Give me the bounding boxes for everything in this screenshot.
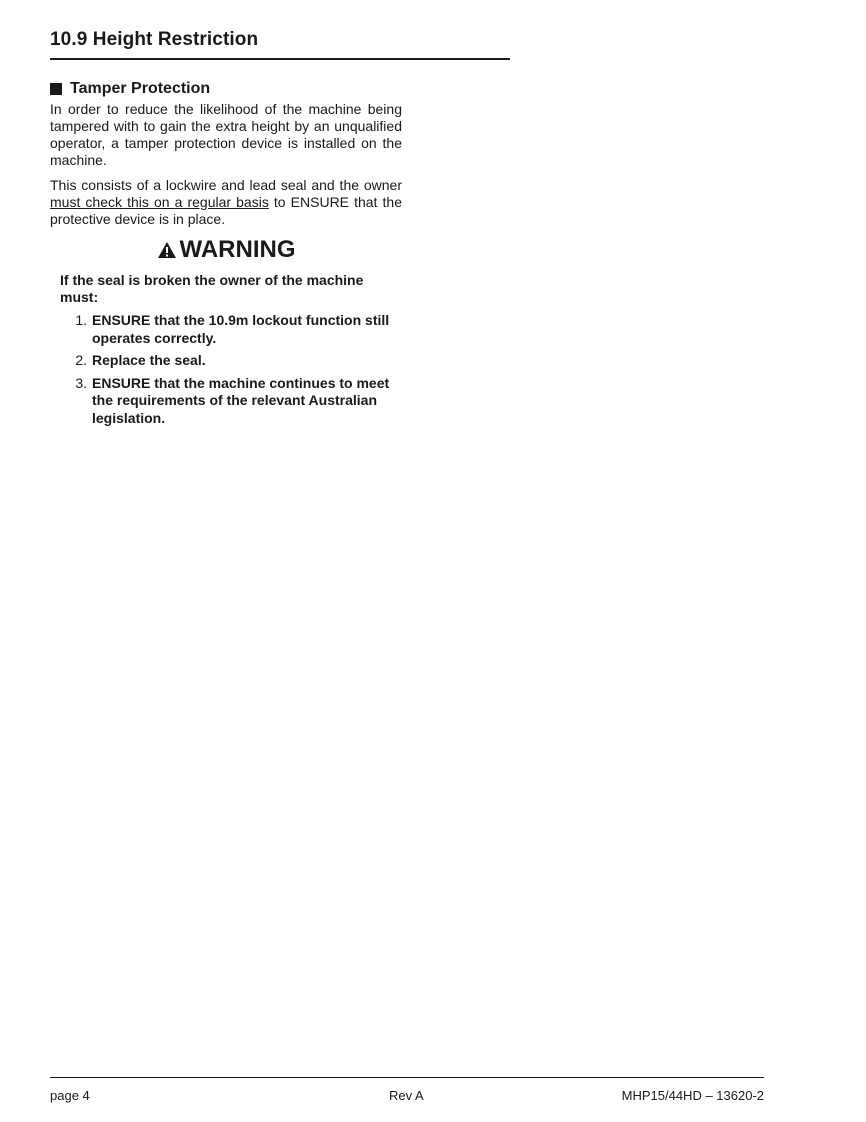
footer-divider	[50, 1077, 764, 1078]
paragraph-intro: In order to reduce the likelihood of the machine being tampered with to gain the extra height by an unqualified operator, a tamper protection device is installed on the machine.	[50, 101, 402, 168]
list-item	[50, 312, 402, 347]
bullet-square-icon	[50, 83, 62, 95]
warning-triangle-icon	[157, 241, 177, 259]
list-item-text: Replace the seal.	[92, 352, 206, 368]
warning-heading	[50, 236, 402, 264]
warning-heading-text: WARNING	[179, 236, 296, 263]
footer-document-id: MHP15/44HD – 13620-2	[621, 1088, 764, 1103]
footer-revision: Rev A	[389, 1088, 424, 1103]
list-item-number: 1.	[75, 312, 87, 328]
section-title: 10.9 Height Restriction	[50, 29, 259, 50]
list-item-text: ENSURE that the 10.9m lockout function still operates correctly.	[92, 312, 390, 346]
paragraph-seal-end: to ENSURE that the protective device is in place.	[50, 194, 402, 227]
list-item-number: 2.	[75, 352, 87, 368]
paragraph-seal	[50, 177, 402, 228]
paragraph-seal-start: This consists of a lockwire and lead seal and the owner	[50, 177, 402, 193]
warning-list	[50, 312, 402, 427]
title-divider	[50, 58, 510, 60]
list-item	[50, 375, 402, 428]
main-content	[50, 80, 402, 432]
subsection-heading	[50, 80, 402, 98]
list-item-number: 3.	[75, 374, 87, 391]
footer-page-number: page 4	[50, 1088, 90, 1103]
warning-intro: If the seal is broken the owner of the machine must:	[60, 272, 364, 305]
list-item	[50, 352, 402, 370]
underlined-emphasis: must check this on a regular basis	[50, 194, 269, 210]
subsection-title: Tamper Protection	[70, 80, 211, 97]
list-item-text: ENSURE that the machine continues to meet the requirements of the relevant Australian legislation.	[92, 374, 390, 426]
